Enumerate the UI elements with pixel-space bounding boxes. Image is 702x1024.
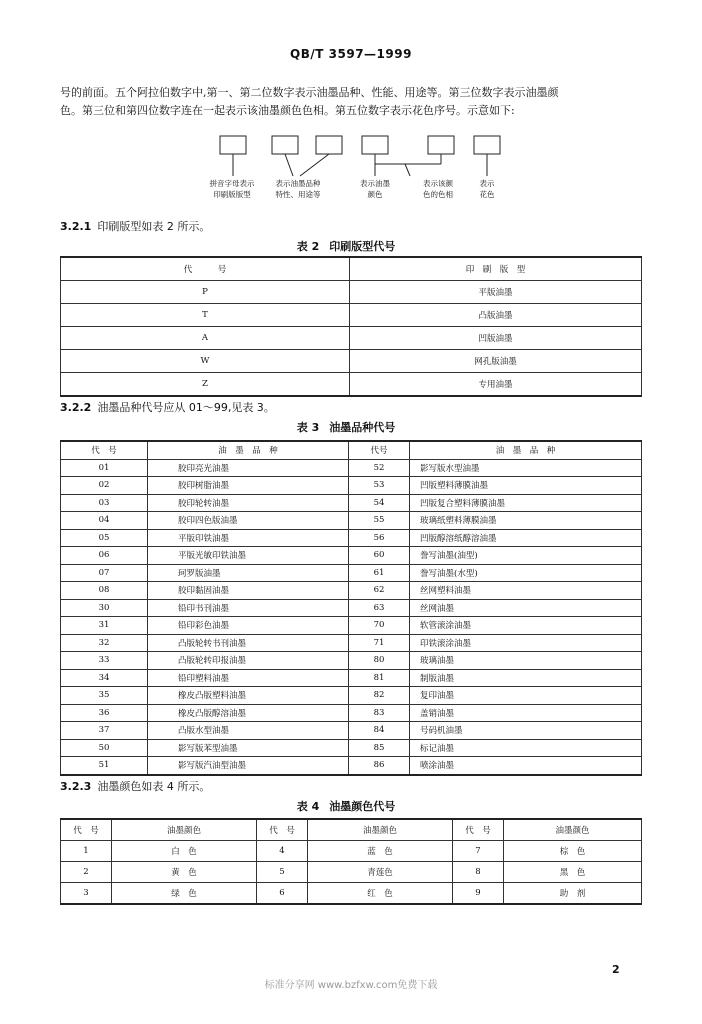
variety-name-cell: 玻璃纸塑料薄膜油墨 <box>410 512 642 530</box>
intro-paragraph <box>60 84 650 120</box>
variety-code-cell: 70 <box>349 617 410 635</box>
variety-code-cell: 35 <box>61 687 148 705</box>
section-3-2-2 <box>60 399 275 415</box>
variety-name-cell: 凹版醇溶纸醇溶油墨 <box>410 529 642 547</box>
variety-code-cell: 86 <box>349 757 410 775</box>
variety-code-cell: 52 <box>349 459 410 477</box>
variety-code-cell: 54 <box>349 494 410 512</box>
variety-code-cell: 32 <box>61 634 148 652</box>
diagram-label-variety: 表示油墨品种 特性、用途等 <box>275 179 321 199</box>
diagram-label-color: 表示油墨 颜色 <box>360 179 390 199</box>
table-title: 印刷版型代号 <box>329 240 396 253</box>
table-2-plate-types <box>60 256 642 397</box>
table-4-ink-colors <box>60 818 642 905</box>
table-row <box>61 459 642 477</box>
variety-name-cell: 影写版水型油墨 <box>410 459 642 477</box>
variety-code-cell: 50 <box>61 739 148 757</box>
variety-name-cell: 誊写油墨(油型) <box>410 547 642 565</box>
table-row: T 凸版油墨 <box>61 304 642 327</box>
table-title: 油墨颜色代号 <box>329 800 396 813</box>
section-3-2-1 <box>60 218 210 234</box>
variety-name-cell: 凸版水型油墨 <box>148 722 349 740</box>
table-row: 3 绿 色 6 红 色 9 助 剂 <box>61 883 642 905</box>
section-text: 油墨颜色如表 4 所示。 <box>97 780 211 793</box>
column-header-variety-left: 油 墨 品 种 <box>148 441 349 459</box>
diagram-label-plate: 拼音字母表示 印刷版版型 <box>209 179 255 199</box>
column-header-code-2: 代 号 <box>257 819 308 841</box>
table-row <box>61 617 642 635</box>
table-row <box>61 477 642 495</box>
table-header-row <box>61 819 642 841</box>
table-row <box>61 704 642 722</box>
diagram-box-digit-1 <box>272 136 298 154</box>
table-3-ink-varieties <box>60 440 642 776</box>
section-number: 3.2.1 <box>60 220 92 233</box>
table-title: 油墨品种代号 <box>329 421 396 434</box>
variety-name-cell: 铅印书刊油墨 <box>148 599 349 617</box>
variety-code-cell: 53 <box>349 477 410 495</box>
variety-name-cell: 凹版复合塑料薄膜油墨 <box>410 494 642 512</box>
variety-name-cell: 胶印黏固油墨 <box>148 582 349 600</box>
variety-name-cell: 喷涂油墨 <box>410 757 642 775</box>
variety-name-cell: 影写版苯型油墨 <box>148 739 349 757</box>
variety-name-cell: 平版印铁油墨 <box>148 529 349 547</box>
variety-code-cell: 30 <box>61 599 148 617</box>
variety-code-cell: 56 <box>349 529 410 547</box>
table-label: 表 3 <box>296 421 320 434</box>
variety-name-cell: 珂罗版油墨 <box>148 564 349 582</box>
column-header-code: 代 号 <box>61 257 350 281</box>
variety-name-cell: 标记油墨 <box>410 739 642 757</box>
variety-code-cell: 33 <box>61 652 148 670</box>
variety-name-cell: 号码机油墨 <box>410 722 642 740</box>
variety-code-cell: 06 <box>61 547 148 565</box>
variety-code-cell: 02 <box>61 477 148 495</box>
intro-line-2: 色。第三位和第四位数字连在一起表示该油墨颜色色相。第五位数字表示花色序号。示意如下: <box>60 104 515 117</box>
section-number: 3.2.2 <box>60 401 92 414</box>
variety-name-cell: 铅印彩色油墨 <box>148 617 349 635</box>
section-text: 油墨品种代号应从 01～99,见表 3。 <box>97 401 275 414</box>
table-2-caption <box>0 238 702 254</box>
table-row <box>61 739 642 757</box>
table-row <box>61 652 642 670</box>
variety-name-cell: 胶印四色版油墨 <box>148 512 349 530</box>
variety-code-cell: 71 <box>349 634 410 652</box>
column-header-code-right: 代号 <box>349 441 410 459</box>
variety-name-cell: 制版油墨 <box>410 669 642 687</box>
variety-name-cell: 盖销油墨 <box>410 704 642 722</box>
variety-name-cell: 凸版轮转书刊油墨 <box>148 634 349 652</box>
table-header-row <box>61 257 642 281</box>
variety-name-cell: 软管滚涂油墨 <box>410 617 642 635</box>
table-row <box>61 722 642 740</box>
table-4-caption <box>0 798 702 814</box>
column-header-color-3: 油墨颜色 <box>504 819 642 841</box>
diagram-box-digit-2 <box>316 136 342 154</box>
variety-code-cell: 51 <box>61 757 148 775</box>
variety-name-cell: 印铁滚涂油墨 <box>410 634 642 652</box>
table-label: 表 4 <box>296 800 320 813</box>
table-row <box>61 494 642 512</box>
table-row: 1 白 色 4 蓝 色 7 棕 色 <box>61 841 642 862</box>
table-row <box>61 529 642 547</box>
variety-code-cell: 84 <box>349 722 410 740</box>
code-structure-diagram <box>0 128 702 208</box>
table-row <box>61 547 642 565</box>
variety-name-cell: 凸版轮转印报油墨 <box>148 652 349 670</box>
diagram-box-digit-4 <box>428 136 454 154</box>
section-text: 印刷版型如表 2 所示。 <box>97 220 211 233</box>
table-label: 表 2 <box>296 240 320 253</box>
column-header-variety-right: 油 墨 品 种 <box>410 441 642 459</box>
variety-code-cell: 81 <box>349 669 410 687</box>
table-header-row <box>61 441 642 459</box>
table-row <box>61 599 642 617</box>
variety-name-cell: 丝网油墨 <box>410 599 642 617</box>
variety-name-cell: 胶印树脂油墨 <box>148 477 349 495</box>
table-row: P 平版油墨 <box>61 281 642 304</box>
table-row <box>61 669 642 687</box>
table-row <box>61 687 642 705</box>
variety-code-cell: 07 <box>61 564 148 582</box>
variety-code-cell: 08 <box>61 582 148 600</box>
variety-name-cell: 橡皮凸版塑料油墨 <box>148 687 349 705</box>
table-row <box>61 582 642 600</box>
variety-name-cell: 平版光敏印铁油墨 <box>148 547 349 565</box>
table-row <box>61 634 642 652</box>
variety-name-cell: 凹版塑料薄膜油墨 <box>410 477 642 495</box>
diagram-box-digit-3 <box>362 136 388 154</box>
diagram-box-letter <box>220 136 246 154</box>
section-3-2-3 <box>60 778 210 794</box>
variety-code-cell: 62 <box>349 582 410 600</box>
variety-name-cell: 橡皮凸版醇溶油墨 <box>148 704 349 722</box>
variety-name-cell: 丝网塑料油墨 <box>410 582 642 600</box>
table-row: 2 黄 色 5 青莲色 8 黑 色 <box>61 862 642 883</box>
standard-code-header: QB/T 3597—1999 <box>290 47 412 61</box>
column-header-plate-type: 印 刷 版 型 <box>350 257 642 281</box>
variety-code-cell: 34 <box>61 669 148 687</box>
table-row: W 网孔版油墨 <box>61 350 642 373</box>
variety-code-cell: 61 <box>349 564 410 582</box>
variety-code-cell: 03 <box>61 494 148 512</box>
variety-name-cell: 铅印塑料油墨 <box>148 669 349 687</box>
variety-name-cell: 胶印亮光油墨 <box>148 459 349 477</box>
diagram-label-pattern: 表示 花色 <box>479 179 495 199</box>
table-row: Z 专用油墨 <box>61 373 642 397</box>
section-number: 3.2.3 <box>60 780 92 793</box>
variety-code-cell: 83 <box>349 704 410 722</box>
page-number: 2 <box>612 963 620 976</box>
variety-code-cell: 05 <box>61 529 148 547</box>
variety-code-cell: 37 <box>61 722 148 740</box>
variety-name-cell: 胶印轮转油墨 <box>148 494 349 512</box>
variety-name-cell: 誊写油墨(水型) <box>410 564 642 582</box>
variety-code-cell: 01 <box>61 459 148 477</box>
variety-code-cell: 60 <box>349 547 410 565</box>
variety-name-cell: 玻璃油墨 <box>410 652 642 670</box>
diagram-box-digit-5 <box>474 136 500 154</box>
column-header-code-3: 代 号 <box>453 819 504 841</box>
variety-code-cell: 63 <box>349 599 410 617</box>
variety-code-cell: 31 <box>61 617 148 635</box>
watermark: 标准分享网 www.bzfxw.com免费下载 <box>264 980 438 991</box>
column-header-color-2: 油墨颜色 <box>308 819 453 841</box>
column-header-color-1: 油墨颜色 <box>112 819 257 841</box>
column-header-code-1: 代 号 <box>61 819 112 841</box>
variety-code-cell: 85 <box>349 739 410 757</box>
variety-name-cell: 影写版汽油型油墨 <box>148 757 349 775</box>
diagram-label-hue: 表示该颜 色的色相 <box>423 179 453 199</box>
variety-name-cell: 复印油墨 <box>410 687 642 705</box>
table-row <box>61 757 642 775</box>
column-header-code-left: 代 号 <box>61 441 148 459</box>
variety-code-cell: 80 <box>349 652 410 670</box>
table-row <box>61 512 642 530</box>
variety-code-cell: 82 <box>349 687 410 705</box>
table-row <box>61 564 642 582</box>
variety-code-cell: 55 <box>349 512 410 530</box>
table-row: A 凹版油墨 <box>61 327 642 350</box>
table-3-caption <box>0 419 702 435</box>
variety-code-cell: 36 <box>61 704 148 722</box>
variety-code-cell: 04 <box>61 512 148 530</box>
intro-line-1: 号的前面。五个阿拉伯数字中,第一、第二位数字表示油墨品种、性能、用途等。第三位数字表示油墨颜 <box>60 86 559 99</box>
